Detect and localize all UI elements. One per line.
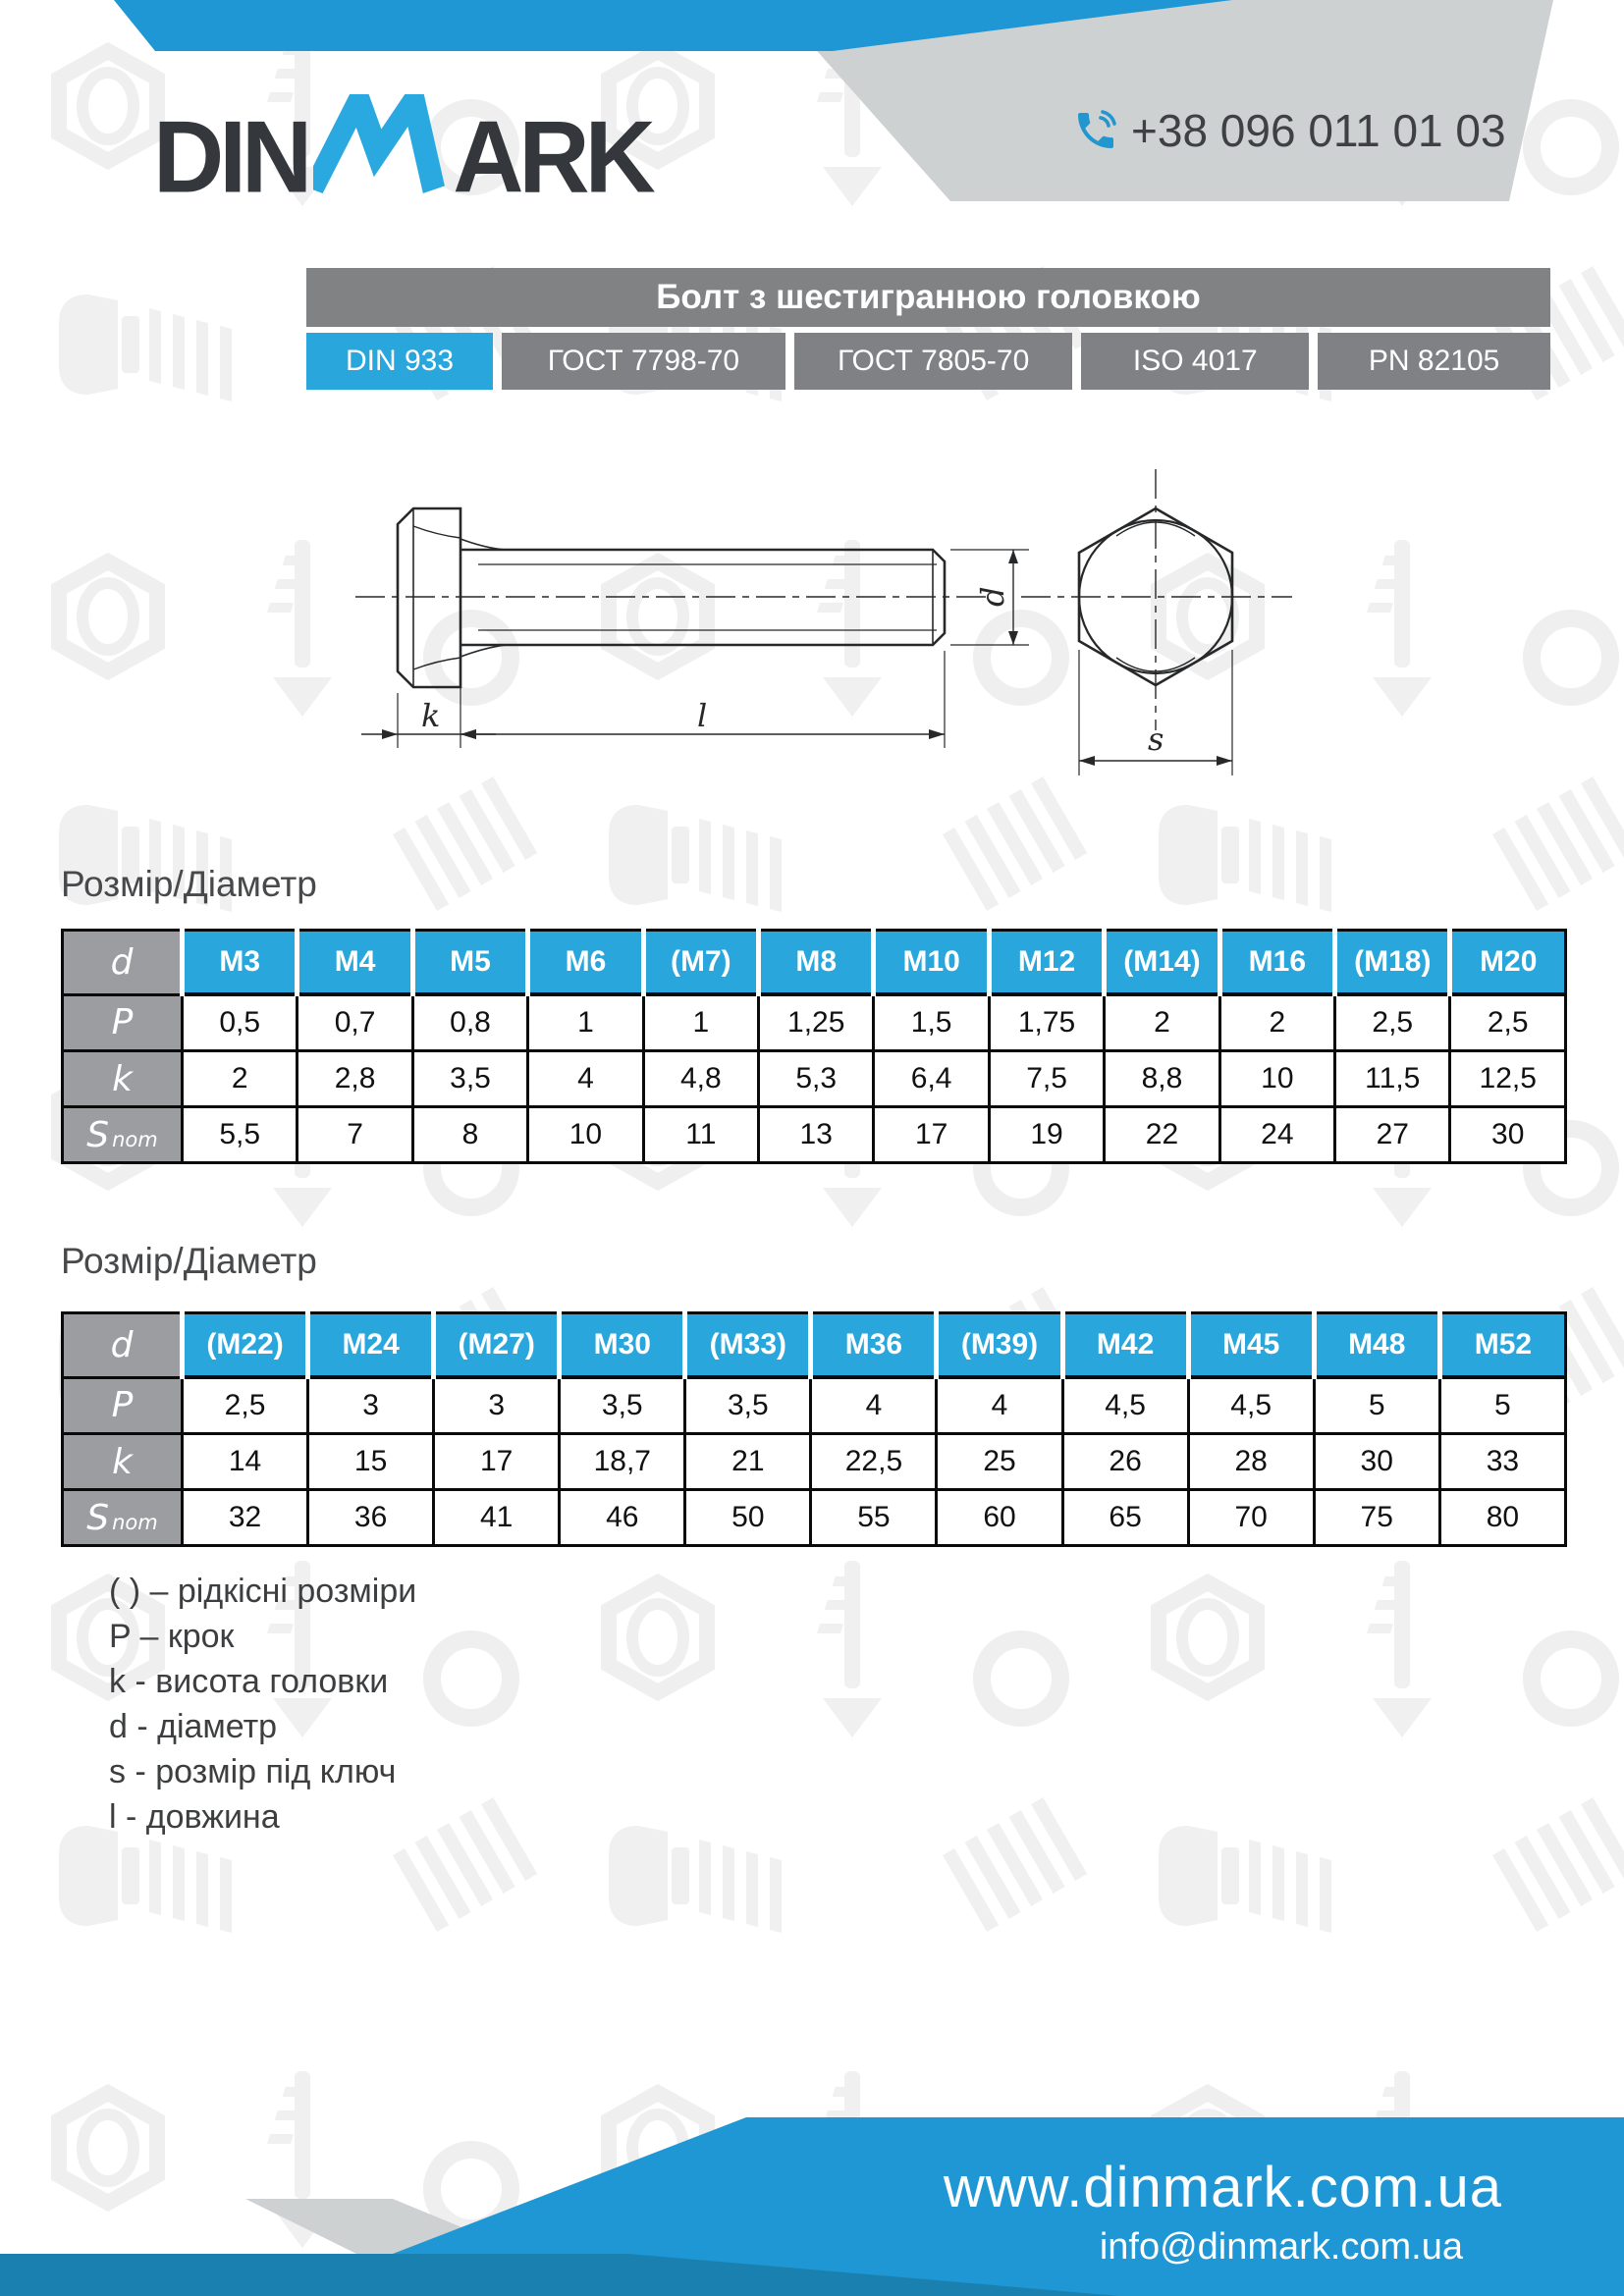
column-header: (M14) xyxy=(1105,931,1219,995)
value-cell: 1,75 xyxy=(989,994,1104,1051)
dimension-table xyxy=(61,929,1567,1164)
logo-text-din: DIN xyxy=(153,99,308,215)
value-cell: 12,5 xyxy=(1450,1051,1566,1107)
value-cell: 21 xyxy=(685,1434,811,1490)
row-label: S nom xyxy=(63,1490,183,1546)
value-cell: 1 xyxy=(528,994,643,1051)
column-header: M3 xyxy=(183,931,298,995)
value-cell: 2,5 xyxy=(1450,994,1566,1051)
column-header: M16 xyxy=(1219,931,1334,995)
value-cell: 70 xyxy=(1188,1490,1314,1546)
website-link[interactable]: www.dinmark.com.ua xyxy=(943,2156,1502,2219)
dim-label-s: s xyxy=(1148,721,1164,758)
value-cell: 27 xyxy=(1335,1107,1450,1163)
column-header: M24 xyxy=(308,1313,434,1378)
column-header: M52 xyxy=(1439,1313,1565,1378)
value-cell: 5,3 xyxy=(759,1051,874,1107)
column-header: M5 xyxy=(412,931,527,995)
section-label-1: Розмір/Діаметр xyxy=(61,864,317,904)
column-header: M4 xyxy=(298,931,412,995)
column-header: M42 xyxy=(1062,1313,1188,1378)
dim-label-k: k xyxy=(421,697,441,734)
column-header: (M7) xyxy=(643,931,758,995)
product-title-bar: Болт з шестигранною головкою xyxy=(306,268,1550,327)
phone-number: +38 096 011 01 03 xyxy=(1131,105,1506,156)
value-cell: 50 xyxy=(685,1490,811,1546)
legend-line: P – крок xyxy=(109,1618,235,1655)
value-cell: 0,8 xyxy=(412,994,527,1051)
value-cell: 10 xyxy=(1219,1051,1334,1107)
column-header: M45 xyxy=(1188,1313,1314,1378)
value-cell: 18,7 xyxy=(560,1434,685,1490)
column-header: (M22) xyxy=(183,1313,308,1378)
value-cell: 4 xyxy=(937,1377,1062,1434)
dim-label-l: l xyxy=(697,697,708,734)
value-cell: 30 xyxy=(1314,1434,1439,1490)
value-cell: 19 xyxy=(989,1107,1104,1163)
corner-cell-d: d xyxy=(63,931,183,995)
row-label: P xyxy=(63,1377,183,1434)
value-cell: 30 xyxy=(1450,1107,1566,1163)
value-cell: 10 xyxy=(528,1107,643,1163)
value-cell: 5 xyxy=(1439,1377,1565,1434)
column-header: M6 xyxy=(528,931,643,995)
value-cell: 7,5 xyxy=(989,1051,1104,1107)
value-cell: 4,5 xyxy=(1188,1377,1314,1434)
column-header: M20 xyxy=(1450,931,1566,995)
legend-line: s - розмір під ключ xyxy=(109,1753,397,1790)
value-cell: 0,5 xyxy=(183,994,298,1051)
legend-line: ( ) – рідкісні розміри xyxy=(109,1573,417,1610)
row-label: k xyxy=(63,1434,183,1490)
value-cell: 4,5 xyxy=(1062,1377,1188,1434)
value-cell: 8,8 xyxy=(1105,1051,1219,1107)
value-cell: 3 xyxy=(434,1377,560,1434)
value-cell: 4,8 xyxy=(643,1051,758,1107)
phone-block xyxy=(1072,104,1563,157)
standard-gost-7805-70: ГОСТ 7805-70 xyxy=(794,333,1073,390)
value-cell: 22 xyxy=(1105,1107,1219,1163)
value-cell: 2 xyxy=(1219,994,1334,1051)
email-link[interactable]: info@dinmark.com.ua xyxy=(1099,2226,1463,2268)
value-cell: 32 xyxy=(183,1490,308,1546)
value-cell: 55 xyxy=(811,1490,937,1546)
standard-pn-82105: PN 82105 xyxy=(1318,333,1550,390)
value-cell: 2,8 xyxy=(298,1051,412,1107)
column-header: M8 xyxy=(759,931,874,995)
standards-row xyxy=(306,333,1550,390)
value-cell: 2 xyxy=(1105,994,1219,1051)
value-cell: 60 xyxy=(937,1490,1062,1546)
column-header: M48 xyxy=(1314,1313,1439,1378)
value-cell: 26 xyxy=(1062,1434,1188,1490)
value-cell: 4 xyxy=(528,1051,643,1107)
value-cell: 25 xyxy=(937,1434,1062,1490)
value-cell: 3,5 xyxy=(685,1377,811,1434)
footer-contacts xyxy=(944,2155,1502,2269)
value-cell: 24 xyxy=(1219,1107,1334,1163)
value-cell: 7 xyxy=(298,1107,412,1163)
section-label-2: Розмір/Діаметр xyxy=(61,1241,317,1281)
value-cell: 80 xyxy=(1439,1490,1565,1546)
column-header: M30 xyxy=(560,1313,685,1378)
value-cell: 5,5 xyxy=(183,1107,298,1163)
legend-line: k - висота головки xyxy=(109,1663,389,1700)
bolt-technical-drawing xyxy=(334,461,1326,800)
value-cell: 17 xyxy=(874,1107,989,1163)
value-cell: 0,7 xyxy=(298,994,412,1051)
value-cell: 2,5 xyxy=(1335,994,1450,1051)
value-cell: 14 xyxy=(183,1434,308,1490)
dimension-table xyxy=(61,1311,1567,1547)
standard-din-933: DIN 933 xyxy=(306,333,493,390)
value-cell: 1,25 xyxy=(759,994,874,1051)
dimension-table-1 xyxy=(61,929,1567,1164)
dinmark-logo xyxy=(153,99,651,215)
value-cell: 1 xyxy=(643,994,758,1051)
dim-label-d: d xyxy=(974,586,1011,607)
dimension-table-2 xyxy=(61,1311,1567,1547)
value-cell: 28 xyxy=(1188,1434,1314,1490)
value-cell: 41 xyxy=(434,1490,560,1546)
value-cell: 13 xyxy=(759,1107,874,1163)
value-cell: 2 xyxy=(183,1051,298,1107)
value-cell: 65 xyxy=(1062,1490,1188,1546)
column-header: (M33) xyxy=(685,1313,811,1378)
value-cell: 5 xyxy=(1314,1377,1439,1434)
value-cell: 3 xyxy=(308,1377,434,1434)
value-cell: 33 xyxy=(1439,1434,1565,1490)
column-header: M36 xyxy=(811,1313,937,1378)
value-cell: 36 xyxy=(308,1490,434,1546)
value-cell: 15 xyxy=(308,1434,434,1490)
value-cell: 3,5 xyxy=(412,1051,527,1107)
corner-cell-d: d xyxy=(63,1313,183,1378)
legend-line: d - діаметр xyxy=(109,1708,278,1745)
legend-line: l - довжина xyxy=(109,1798,280,1836)
value-cell: 46 xyxy=(560,1490,685,1546)
column-header: M10 xyxy=(874,931,989,995)
column-header: (M18) xyxy=(1335,931,1450,995)
value-cell: 4 xyxy=(811,1377,937,1434)
bolt-head-outline xyxy=(398,508,460,687)
row-label: k xyxy=(63,1051,183,1107)
logo-text-ark: ARK xyxy=(453,99,651,215)
value-cell: 17 xyxy=(434,1434,560,1490)
value-cell: 75 xyxy=(1314,1490,1439,1546)
value-cell: 11,5 xyxy=(1335,1051,1450,1107)
value-cell: 22,5 xyxy=(811,1434,937,1490)
standard-gost-7798-70: ГОСТ 7798-70 xyxy=(502,333,785,390)
column-header: (M27) xyxy=(434,1313,560,1378)
legend xyxy=(109,1569,416,1840)
value-cell: 3,5 xyxy=(560,1377,685,1434)
value-cell: 8 xyxy=(412,1107,527,1163)
phone-icon xyxy=(1072,107,1119,154)
value-cell: 6,4 xyxy=(874,1051,989,1107)
value-cell: 1,5 xyxy=(874,994,989,1051)
row-label: S nom xyxy=(63,1107,183,1163)
column-header: (M39) xyxy=(937,1313,1062,1378)
standard-iso-4017: ISO 4017 xyxy=(1081,333,1309,390)
row-label: P xyxy=(63,994,183,1051)
value-cell: 2,5 xyxy=(183,1377,308,1434)
column-header: M12 xyxy=(989,931,1104,995)
value-cell: 11 xyxy=(643,1107,758,1163)
logo-m-icon xyxy=(313,94,451,194)
